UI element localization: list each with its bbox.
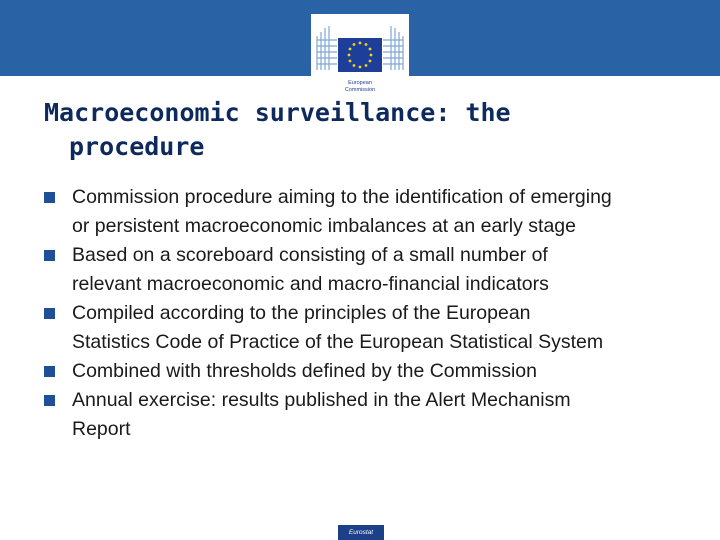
bullet-line: or persistent macroeconomic imbalances at an early stage [72,215,576,237]
bullet-line: Statistics Code of Practice of the European Statistical System [72,331,604,353]
square-bullet-icon [44,250,55,261]
european-commission-logo [311,14,409,100]
svg-text:Commission: Commission [344,87,376,93]
bullet-item [44,386,684,444]
bullet-list [44,183,684,444]
slide-title-line: Macroeconomic surveillance: the [44,98,511,127]
square-bullet-icon [44,308,55,319]
bullet-line: Based on a scoreboard consisting of a small number of [72,244,548,266]
square-bullet-icon [44,395,55,406]
bullet-line: Commission procedure aiming to the identification of emerging [72,186,612,208]
bullet-item [44,357,684,386]
bullet-line: Compiled according to the principles of the European [72,302,531,324]
bullet-line: Report [72,418,131,440]
bullet-item [44,241,684,299]
bullet-item [44,299,684,357]
bullet-line: relevant macroeconomic and macro-financial indicators [72,273,549,295]
eurostat-badge: Eurostat [338,525,384,540]
bullet-line: Combined with thresholds defined by the Commission [72,360,537,382]
bullet-item [44,183,684,241]
svg-text:European: European [348,80,372,86]
bullet-line: Annual exercise: results published in the Alert Mechanism [72,389,571,411]
slide-title-line: procedure [69,132,205,161]
square-bullet-icon [44,192,55,203]
square-bullet-icon [44,366,55,377]
slide-title [44,96,684,164]
